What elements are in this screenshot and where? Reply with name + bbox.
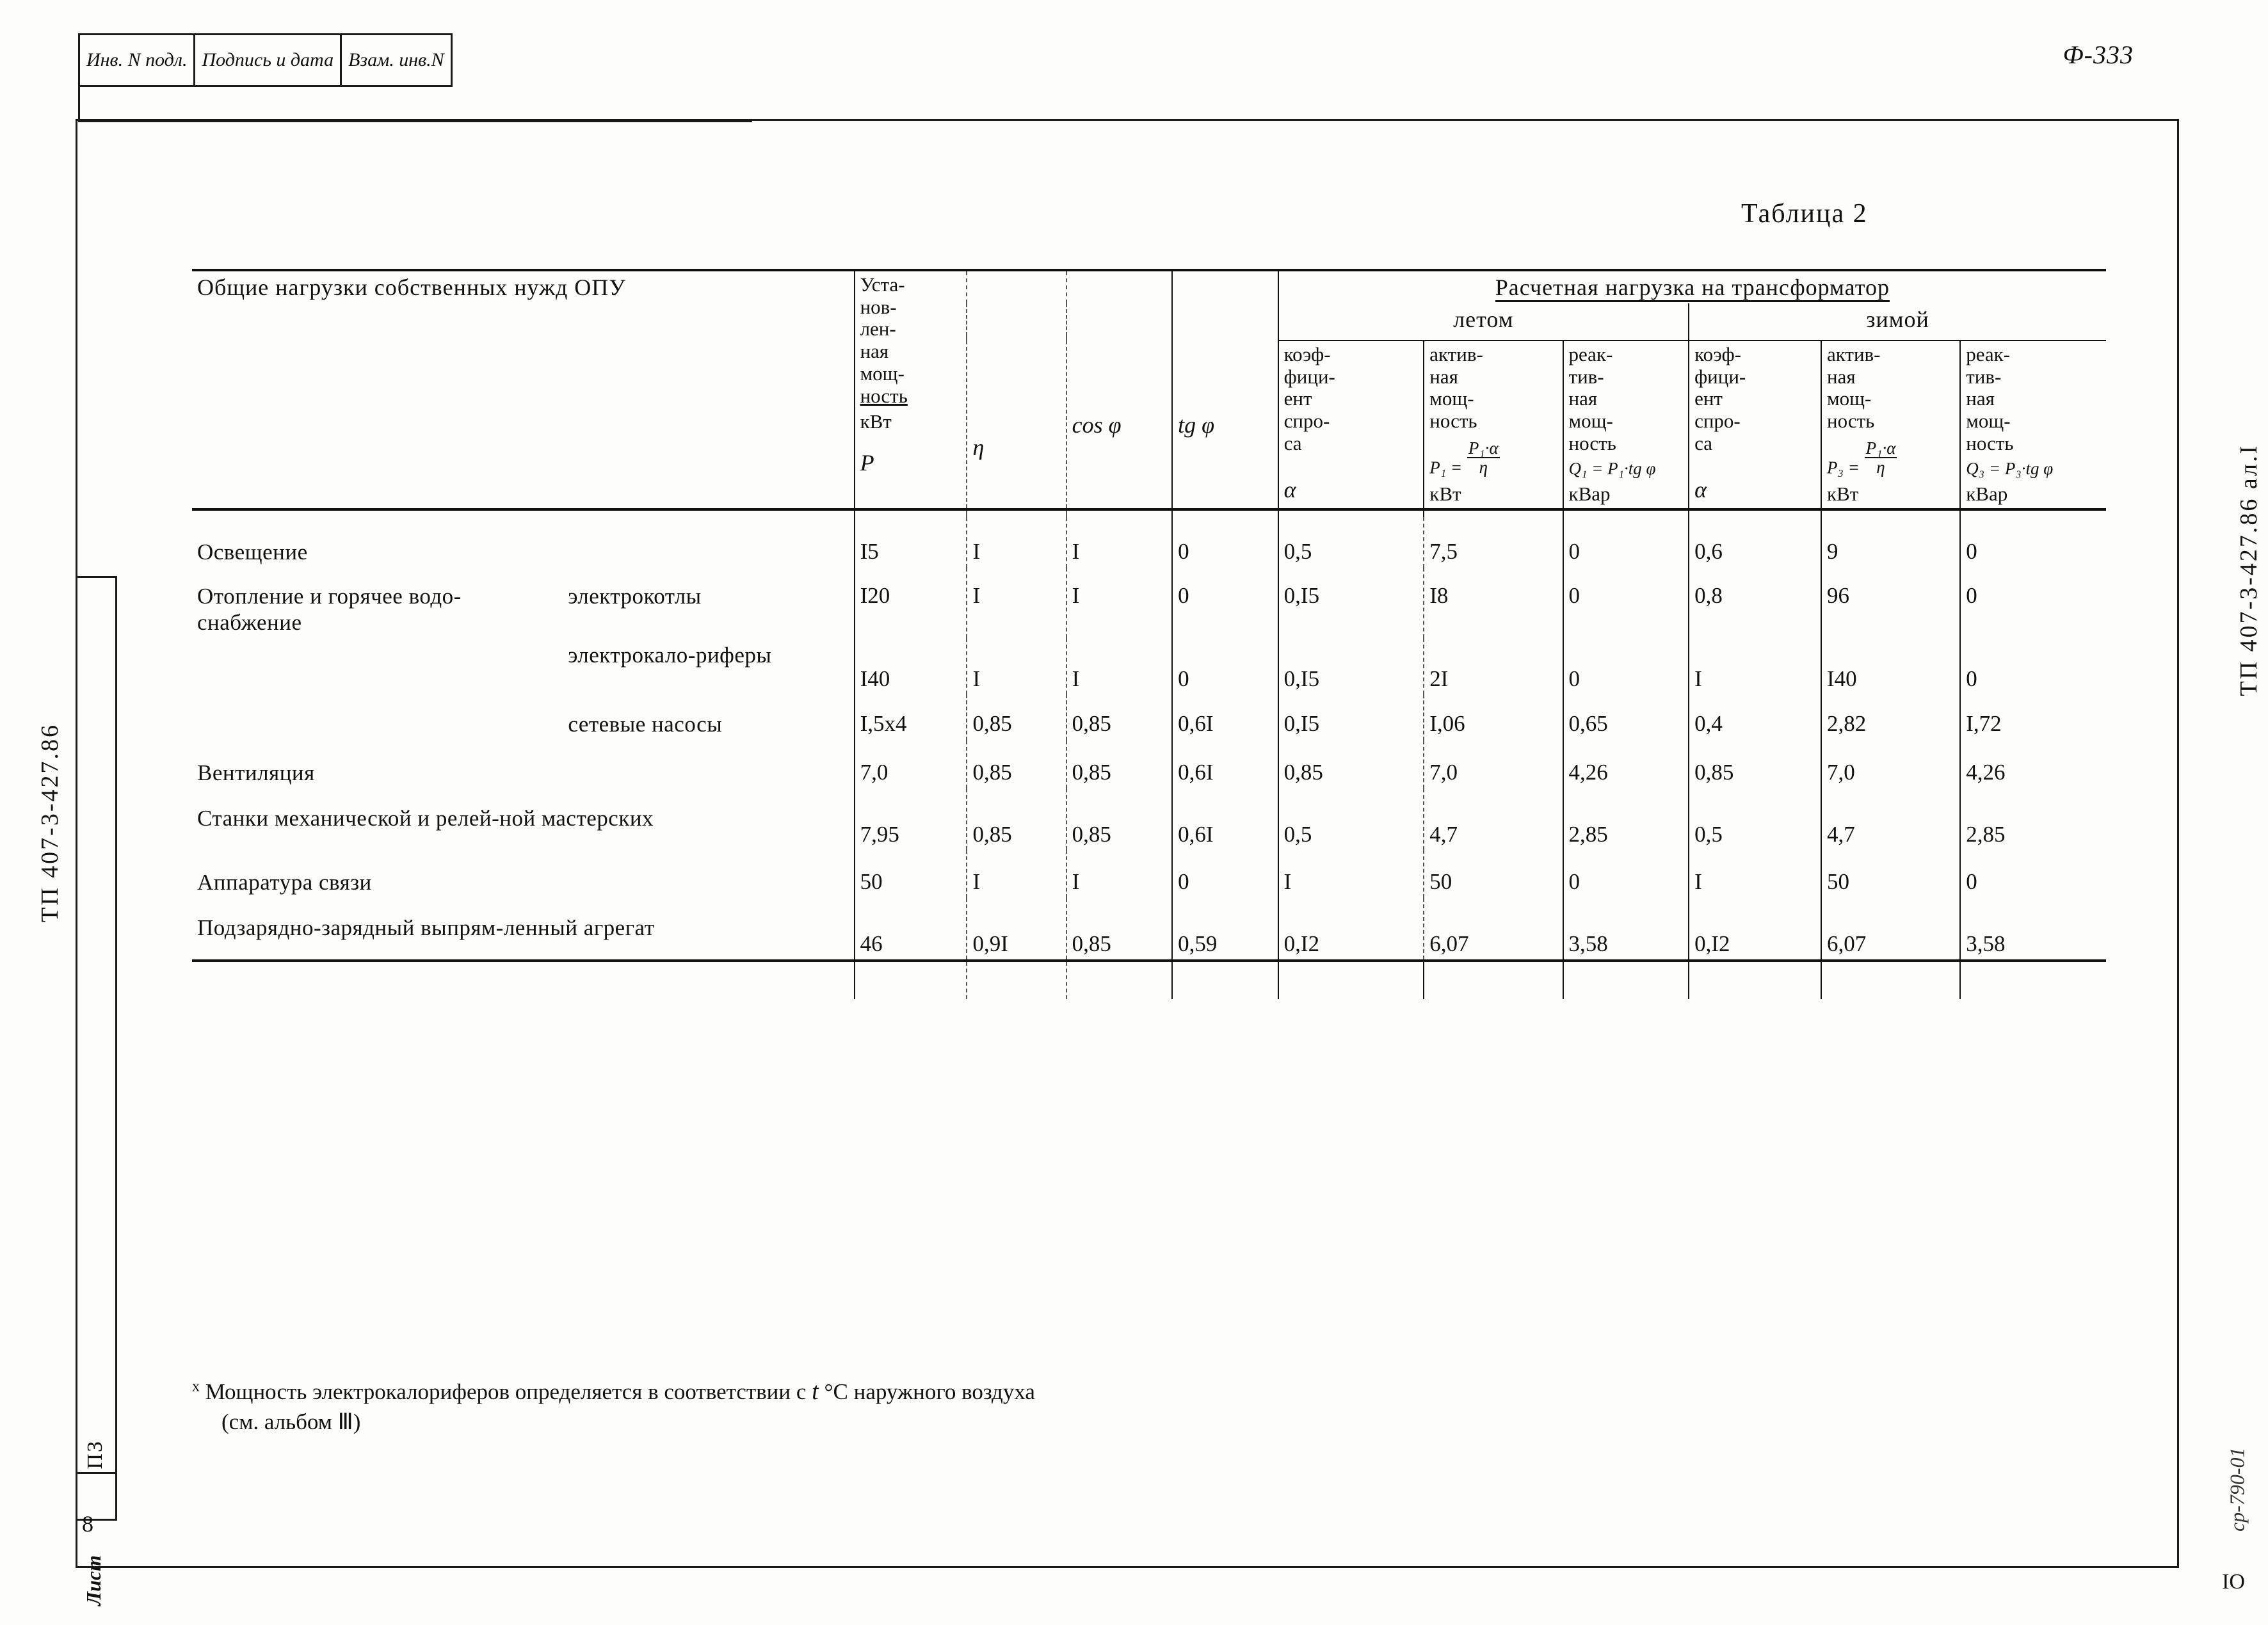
cell-tg: 0,59	[1172, 898, 1278, 961]
wa-l2: ная	[1826, 365, 1856, 388]
cell-eta: 0,85	[967, 788, 1066, 850]
bot-rule-1	[192, 961, 855, 999]
sr-formula: Q₁ = P₁·tg φ	[1568, 458, 1656, 478]
cell-winter-coef: I	[1689, 638, 1821, 694]
header-summer-reactive	[1563, 340, 1689, 509]
cell-cos: 0,85	[1066, 694, 1173, 740]
wr-formula: Q₃ = P₃·tg φ	[1966, 458, 2054, 478]
header-winter-active	[1821, 340, 1960, 509]
hdr-line-3: лен-	[860, 317, 896, 340]
row-sublabel: электрокотлы	[568, 583, 702, 609]
cell-cos: 0,85	[1066, 740, 1173, 788]
cell-eta: I	[967, 517, 1066, 568]
wr-l5: ность	[1966, 431, 2014, 454]
cell-winter-active: 50	[1821, 850, 1960, 898]
cell-winter-active: 2,82	[1821, 694, 1960, 740]
sa-formula-den: η	[1479, 458, 1488, 477]
symbol-p: P	[860, 450, 874, 476]
title-block-stamp	[78, 33, 453, 87]
cell-summer-active: 50	[1424, 850, 1563, 898]
hdr-line-2: нов-	[860, 295, 897, 318]
wc-l3: ент	[1694, 387, 1723, 410]
header-winter-reactive	[1960, 340, 2106, 509]
hdr-line-1: Уста-	[860, 273, 905, 296]
row-label: Освещение	[197, 539, 308, 564]
cell-summer-reactive: 0,65	[1563, 694, 1689, 740]
load-table	[192, 269, 2106, 999]
right-bottom-number: IO	[2222, 1570, 2245, 1594]
hdr-rule-2	[855, 509, 967, 517]
hdr-line-5: мощ-	[860, 362, 905, 385]
hdr-line-6: ность	[860, 384, 908, 407]
cell-tg: 0	[1172, 568, 1278, 639]
wr-unit: кВар	[1966, 482, 2008, 505]
form-code: Ф-333	[2063, 40, 2134, 69]
cell-summer-coef: 0,5	[1278, 788, 1424, 850]
cell-winter-active: 9	[1821, 517, 1960, 568]
wr-l2: тив-	[1966, 365, 2002, 388]
cell-eta: 0,9I	[967, 898, 1066, 961]
cell-winter-coef: 0,I2	[1689, 898, 1821, 961]
sc-l5: са	[1283, 431, 1302, 454]
cell-p: I5	[855, 517, 967, 568]
symbol-alpha-winter: α	[1694, 476, 1707, 502]
cell-summer-coef: 0,I5	[1278, 568, 1424, 639]
header-summer-active	[1424, 340, 1563, 509]
footnote-symbol-t: t	[812, 1378, 819, 1405]
symbol-eta: η	[972, 435, 985, 460]
sa-formula-fraction	[1467, 439, 1500, 477]
sc-l3: ент	[1283, 387, 1312, 410]
cell-cos: I	[1066, 638, 1173, 694]
hdr-rule-11	[1960, 509, 2106, 517]
hdr-rule-10	[1821, 509, 1960, 517]
wa-formula-num: P₁·α	[1865, 438, 1896, 458]
table-row	[192, 788, 2106, 850]
header-summer	[1278, 303, 1689, 335]
cell-summer-coef: 0,I2	[1278, 898, 1424, 961]
hdr-rule-1	[192, 509, 855, 517]
hdr-rule-5	[1172, 509, 1278, 517]
row-label: Вентиляция	[197, 760, 315, 785]
footnote-text-after: °С наружного воздуха	[824, 1379, 1035, 1404]
cell-p: 7,95	[855, 788, 967, 850]
footnote-text-before: Мощность электрокалориферов определяется в соответствии с	[205, 1379, 807, 1404]
wa-formula-den: η	[1876, 458, 1885, 477]
cell-summer-active: 4,7	[1424, 788, 1563, 850]
cell-winter-reactive: 2,85	[1960, 788, 2106, 850]
header-winter	[1689, 303, 2106, 335]
sc-l2: фици-	[1283, 365, 1335, 388]
sa-formula-lhs: P₁ =	[1429, 458, 1463, 477]
cell-winter-active: 96	[1821, 568, 1960, 639]
symbol-cos-phi: cos φ	[1072, 412, 1122, 438]
cell-cos: I	[1066, 517, 1173, 568]
bot-rule-11	[1960, 961, 2106, 999]
cell-tg: 0	[1172, 850, 1278, 898]
header-calc-group-label: Расчетная нагрузка на трансформатор	[1495, 275, 1890, 302]
header-summer-coef	[1278, 340, 1424, 509]
wc-l1: коэф-	[1694, 342, 1741, 365]
cell-winter-reactive: 0	[1960, 850, 2106, 898]
load-table-wrapper	[192, 269, 2106, 999]
hdr-installed-unit: кВт	[860, 410, 892, 433]
table-bottom-rule-row	[192, 961, 2106, 999]
sc-l1: коэф-	[1283, 342, 1331, 365]
stamp-cell-replaces: Взам. инв.N	[348, 49, 444, 70]
cell-summer-coef: 0,I5	[1278, 694, 1424, 740]
sr-l3: ная	[1568, 387, 1598, 410]
left-sheet-number: 8	[82, 1511, 93, 1537]
left-sheet-label: Лист	[82, 1555, 105, 1606]
header-installed-power	[855, 270, 967, 509]
wa-l4: ность	[1826, 410, 1875, 433]
wr-l4: мощ-	[1966, 410, 2011, 433]
cell-eta: I	[967, 850, 1066, 898]
cell-winter-active: I40	[1821, 638, 1960, 694]
row-label: Аппаратура связи	[197, 870, 372, 895]
cell-summer-coef: 0,I5	[1278, 638, 1424, 694]
header-eta	[967, 270, 1066, 509]
cell-winter-active: 6,07	[1821, 898, 1960, 961]
row-sublabel	[563, 517, 854, 568]
symbol-alpha-summer: α	[1283, 476, 1296, 502]
table-row	[192, 694, 2106, 740]
cell-cos: I	[1066, 568, 1173, 639]
sa-l2: ная	[1429, 365, 1458, 388]
wr-l1: реак-	[1966, 342, 2011, 365]
row-label	[192, 694, 563, 740]
sr-unit: кВар	[1568, 482, 1611, 505]
footnote	[192, 1376, 2080, 1437]
hdr-rule-4	[1066, 509, 1173, 517]
stamp-tail-line	[78, 83, 752, 122]
cell-p: I40	[855, 638, 967, 694]
hdr-rule-7	[1424, 509, 1563, 517]
bot-rule-6	[1278, 961, 1424, 999]
bot-rule-7	[1424, 961, 1563, 999]
cell-summer-reactive: 0	[1563, 517, 1689, 568]
cell-winter-coef: 0,8	[1689, 568, 1821, 639]
row-label: Отопление и горячее водо-снабжение	[197, 583, 462, 636]
table-caption: Таблица 2	[1741, 199, 1868, 228]
header-tg	[1172, 270, 1278, 509]
header-winter-coef	[1689, 340, 1821, 509]
wa-formula-lhs: P₃ =	[1826, 458, 1860, 477]
cell-winter-reactive: 3,58	[1960, 898, 2106, 961]
hdr-rule-6	[1278, 509, 1424, 517]
cell-winter-coef: 0,85	[1689, 740, 1821, 788]
rule-summer	[1278, 336, 1689, 340]
cell-summer-coef: 0,85	[1278, 740, 1424, 788]
sc-l4: спро-	[1283, 410, 1330, 433]
wa-l3: мощ-	[1826, 387, 1872, 410]
cell-summer-reactive: 3,58	[1563, 898, 1689, 961]
left-vertical-code: ТП 407-3-427.86	[36, 723, 63, 922]
cell-eta: I	[967, 568, 1066, 639]
sa-l4: ность	[1429, 410, 1477, 433]
cell-cos: I	[1066, 850, 1173, 898]
cell-tg: 0,6I	[1172, 788, 1278, 850]
cell-summer-reactive: 0	[1563, 568, 1689, 639]
cell-tg: 0	[1172, 517, 1278, 568]
cell-summer-active: 7,0	[1424, 740, 1563, 788]
cell-cos: 0,85	[1066, 788, 1173, 850]
header-row-group	[192, 270, 2106, 303]
cell-winter-coef: 0,4	[1689, 694, 1821, 740]
hdr-rule-3	[967, 509, 1066, 517]
row-sublabel	[563, 740, 854, 788]
cell-p: 50	[855, 850, 967, 898]
cell-winter-reactive: 0	[1960, 638, 2106, 694]
row-label	[192, 638, 563, 694]
cell-cos: 0,85	[1066, 898, 1173, 961]
bot-rule-2	[855, 961, 967, 999]
wr-l3: ная	[1966, 387, 1995, 410]
sa-l3: мощ-	[1429, 387, 1474, 410]
header-summer-label: летом	[1453, 307, 1514, 333]
cell-eta: 0,85	[967, 740, 1066, 788]
cell-p: 46	[855, 898, 967, 961]
hdr-line-4: ная	[860, 340, 889, 363]
wa-l1: актив-	[1826, 342, 1881, 365]
hdr-rule-8	[1563, 509, 1689, 517]
rule-winter	[1689, 336, 2106, 340]
footnote-marker: х	[192, 1378, 200, 1395]
cell-p: I20	[855, 568, 967, 639]
wc-l5: са	[1694, 431, 1712, 454]
header-winter-label: зимой	[1866, 307, 1929, 333]
hdr-rule-9	[1689, 509, 1821, 517]
table-row	[192, 638, 2106, 694]
wa-unit: кВт	[1826, 482, 1859, 505]
stamp-cell-signature: Подпись и дата	[195, 35, 342, 85]
right-vertical-scribble: ср-790-01	[2226, 1447, 2249, 1532]
bot-rule-4	[1066, 961, 1173, 999]
sr-l4: мощ-	[1568, 410, 1613, 433]
footnote-line-2: (см. альбом Ⅲ)	[221, 1409, 361, 1435]
cell-summer-active: 7,5	[1424, 517, 1563, 568]
row-label: Станки механической и релей-ной мастерских	[197, 806, 654, 831]
cell-eta: 0,85	[967, 694, 1066, 740]
wc-l4: спро-	[1694, 410, 1741, 433]
wa-formula-fraction	[1865, 439, 1897, 477]
cell-summer-active: I8	[1424, 568, 1563, 639]
bot-rule-3	[967, 961, 1066, 999]
cell-summer-active: 2I	[1424, 638, 1563, 694]
drawing-frame-left-strip	[76, 576, 117, 1521]
cell-winter-coef: I	[1689, 850, 1821, 898]
bot-rule-8	[1563, 961, 1689, 999]
cell-winter-active: 4,7	[1821, 788, 1960, 850]
header-calc-group	[1278, 270, 2106, 303]
row-label: Подзарядно-зарядный выпрям-ленный агрегат	[197, 915, 655, 941]
cell-winter-coef: 0,6	[1689, 517, 1821, 568]
header-bottom-rule-row	[192, 509, 2106, 517]
table-row	[192, 898, 2106, 961]
stamp-cell-inv: Инв. N подл.	[80, 35, 195, 85]
row-sublabel: сетевые насосы	[568, 712, 723, 737]
cell-tg: 0,6I	[1172, 740, 1278, 788]
cell-summer-coef: 0,5	[1278, 517, 1424, 568]
cell-tg: 0	[1172, 638, 1278, 694]
table-row	[192, 568, 2106, 639]
symbol-tg-phi: tg φ	[1178, 412, 1215, 438]
sr-l1: реак-	[1568, 342, 1613, 365]
cell-summer-reactive: 0	[1563, 850, 1689, 898]
header-cos	[1066, 270, 1173, 509]
cell-winter-reactive: 0	[1960, 568, 2106, 639]
table-row	[192, 740, 2106, 788]
header-main-label: Общие нагрузки собственных нужд ОПУ	[192, 270, 855, 509]
cell-p: I,5х4	[855, 694, 967, 740]
cell-summer-reactive: 4,26	[1563, 740, 1689, 788]
footnote-line-1	[192, 1376, 2080, 1407]
cell-eta: I	[967, 638, 1066, 694]
cell-winter-active: 7,0	[1821, 740, 1960, 788]
cell-winter-reactive: 4,26	[1960, 740, 2106, 788]
sa-l1: актив-	[1429, 342, 1483, 365]
left-vertical-pz: ПЗ	[83, 1440, 107, 1469]
cell-p: 7,0	[855, 740, 967, 788]
bot-rule-9	[1689, 961, 1821, 999]
cell-tg: 0,6I	[1172, 694, 1278, 740]
table-row	[192, 850, 2106, 898]
bot-rule-10	[1821, 961, 1960, 999]
cell-winter-coef: 0,5	[1689, 788, 1821, 850]
cell-summer-reactive: 0	[1563, 638, 1689, 694]
cell-winter-reactive: 0	[1960, 517, 2106, 568]
row-sublabel: электрокало-риферы	[568, 643, 772, 668]
cell-summer-active: 6,07	[1424, 898, 1563, 961]
right-vertical-code: ТП 407-3-427.86 ал.I	[2235, 444, 2262, 696]
cell-summer-coef: I	[1278, 850, 1424, 898]
bot-rule-5	[1172, 961, 1278, 999]
table-row	[192, 517, 2106, 568]
sr-l5: ность	[1568, 431, 1616, 454]
cell-summer-reactive: 2,85	[1563, 788, 1689, 850]
wc-l2: фици-	[1694, 365, 1746, 388]
cell-summer-active: I,06	[1424, 694, 1563, 740]
sa-unit: кВт	[1429, 482, 1461, 505]
cell-winter-reactive: I,72	[1960, 694, 2106, 740]
sr-l2: тив-	[1568, 365, 1604, 388]
sa-formula-num: P₁·α	[1468, 438, 1499, 458]
